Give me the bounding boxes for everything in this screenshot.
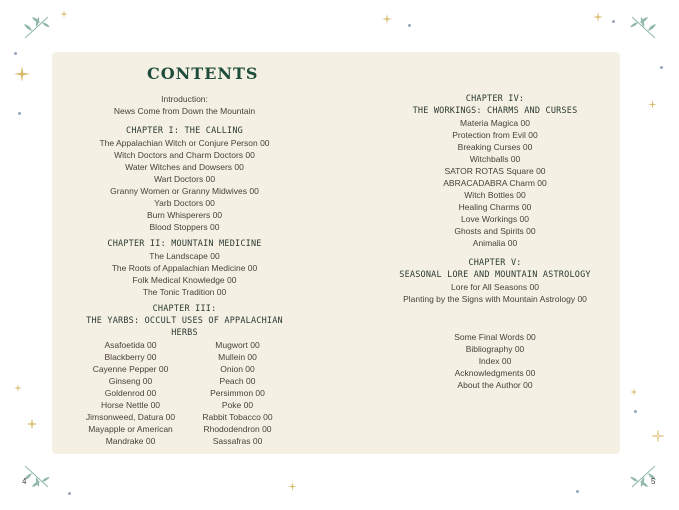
toc-entry[interactable]: Mullein 00: [218, 352, 257, 362]
toc-entry[interactable]: Onion 00: [220, 364, 255, 374]
toc-entry[interactable]: Ginseng 00: [108, 376, 153, 386]
toc-entry[interactable]: ABRACADABRA Charm 00: [443, 178, 547, 188]
toc-entry[interactable]: Burn Whisperers 00: [146, 210, 223, 220]
toc-entry[interactable]: Introduction:: [161, 94, 208, 104]
star-icon: [648, 100, 657, 109]
toc-entry[interactable]: Rabbit Tobacco 00: [202, 412, 273, 422]
toc-entry[interactable]: Breaking Curses 00: [457, 142, 533, 152]
star-icon: [630, 388, 638, 396]
decorative-dot: [612, 20, 615, 23]
chapter-heading: CHAPTER II: MOUNTAIN MEDICINE: [107, 239, 262, 249]
chapter-heading: CHAPTER V:: [468, 258, 522, 268]
chapter-heading: CHAPTER IV:: [465, 94, 525, 104]
toc-entry[interactable]: SATOR ROTAS Square 00: [444, 166, 546, 176]
sprig-icon: [22, 12, 52, 42]
decorative-dot: [408, 24, 411, 27]
toc-entry[interactable]: Protection from Evil 00: [452, 130, 538, 140]
toc-entry[interactable]: The Landscape 00: [149, 251, 220, 261]
chapter-heading: THE WORKINGS: CHARMS AND CURSES: [412, 106, 578, 116]
page-title: CONTENTS: [147, 64, 259, 83]
toc-entry[interactable]: Index 00: [478, 356, 512, 366]
star-icon: [652, 430, 664, 442]
decorative-dot: [660, 66, 663, 69]
toc-entry[interactable]: Goldenrod 00: [104, 388, 157, 398]
toc-entry[interactable]: Mayapple or American: [88, 424, 173, 434]
decorative-dot: [68, 492, 71, 495]
toc-entry[interactable]: News Come from Down the Mountain: [113, 106, 256, 116]
star-icon: [60, 10, 68, 18]
toc-entry[interactable]: Peach 00: [219, 376, 256, 386]
sprig-icon: [628, 12, 658, 42]
chapter-heading: THE YARBS: OCCULT USES OF APPALACHIAN HERBS: [86, 316, 283, 338]
toc-entry[interactable]: Bibliography 00: [465, 344, 525, 354]
toc-entry[interactable]: Yarb Doctors 00: [154, 198, 215, 208]
toc-entry[interactable]: Water Witches and Dowsers 00: [125, 162, 244, 172]
toc-entry[interactable]: Blackberry 00: [104, 352, 157, 362]
toc-entry[interactable]: Rhododendron 00: [203, 424, 272, 434]
toc-entry[interactable]: Horse Nettle 00: [100, 400, 161, 410]
toc-entry[interactable]: Sassafras 00: [212, 436, 263, 446]
toc-entry[interactable]: Asafoetida 00: [104, 340, 157, 350]
toc-entry[interactable]: The Appalachian Witch or Conjure Person 00: [99, 138, 270, 148]
toc-entry[interactable]: Jimsonweed, Datura 00: [85, 412, 176, 422]
contents-left-column: [82, 93, 287, 447]
toc-entry[interactable]: Wart Doctors 00: [153, 174, 216, 184]
decorative-dot: [18, 112, 21, 115]
toc-entry[interactable]: Mandrake 00: [105, 436, 156, 446]
toc-entry[interactable]: Witchballs 00: [469, 154, 521, 164]
chapter-heading: CHAPTER I: THE CALLING: [126, 126, 243, 136]
decorative-dot: [14, 52, 17, 55]
chapter-heading: SEASONAL LORE AND MOUNTAIN ASTROLOGY: [399, 270, 591, 280]
toc-entry[interactable]: Ghosts and Spirits 00: [454, 226, 536, 236]
toc-entry[interactable]: Some Final Words 00: [454, 332, 536, 342]
toc-entry[interactable]: Witch Doctors and Charm Doctors 00: [114, 150, 255, 160]
star-icon: [14, 66, 30, 82]
toc-entry[interactable]: Acknowledgments 00: [454, 368, 536, 378]
star-icon: [288, 482, 297, 491]
sprig-icon: [22, 462, 52, 492]
toc-entry[interactable]: Mugwort 00: [215, 340, 260, 350]
toc-entry[interactable]: Granny Women or Granny Midwives 00: [110, 186, 259, 196]
toc-entry[interactable]: Materia Magica 00: [460, 118, 530, 128]
decorative-dot: [576, 490, 579, 493]
chapter-heading: CHAPTER III:: [152, 304, 217, 314]
toc-entry[interactable]: Lore for All Seasons 00: [451, 282, 539, 292]
contents-right-column: [397, 93, 593, 391]
star-icon: [382, 14, 392, 24]
toc-entry[interactable]: Poke 00: [221, 400, 254, 410]
toc-entry[interactable]: About the Author 00: [457, 380, 533, 390]
toc-entry[interactable]: The Roots of Appalachian Medicine 00: [111, 263, 258, 273]
toc-entry[interactable]: Animalia 00: [472, 238, 518, 248]
herb-list-column-b: [186, 339, 289, 447]
toc-entry[interactable]: Cayenne Pepper 00: [92, 364, 169, 374]
toc-entry[interactable]: Healing Charms 00: [458, 202, 532, 212]
decorative-dot: [634, 410, 637, 413]
herb-list-column-a: [79, 339, 182, 447]
toc-entry[interactable]: The Tonic Tradition 00: [142, 287, 227, 297]
toc-entry[interactable]: Blood Stoppers 00: [149, 222, 220, 232]
star-icon: [593, 12, 603, 22]
star-icon: [26, 418, 38, 430]
page-number-left: 4: [22, 477, 27, 486]
toc-entry[interactable]: Witch Bottles 00: [464, 190, 526, 200]
toc-entry[interactable]: Folk Medical Knowledge 00: [132, 275, 237, 285]
toc-entry[interactable]: Persimmon 00: [210, 388, 265, 398]
toc-entry[interactable]: Planting by the Signs with Mountain Astrology 00: [403, 294, 587, 304]
toc-entry[interactable]: Love Workings 00: [461, 214, 529, 224]
page-number-right: 5: [651, 477, 656, 486]
star-icon: [14, 384, 22, 392]
herb-list: [79, 339, 289, 447]
